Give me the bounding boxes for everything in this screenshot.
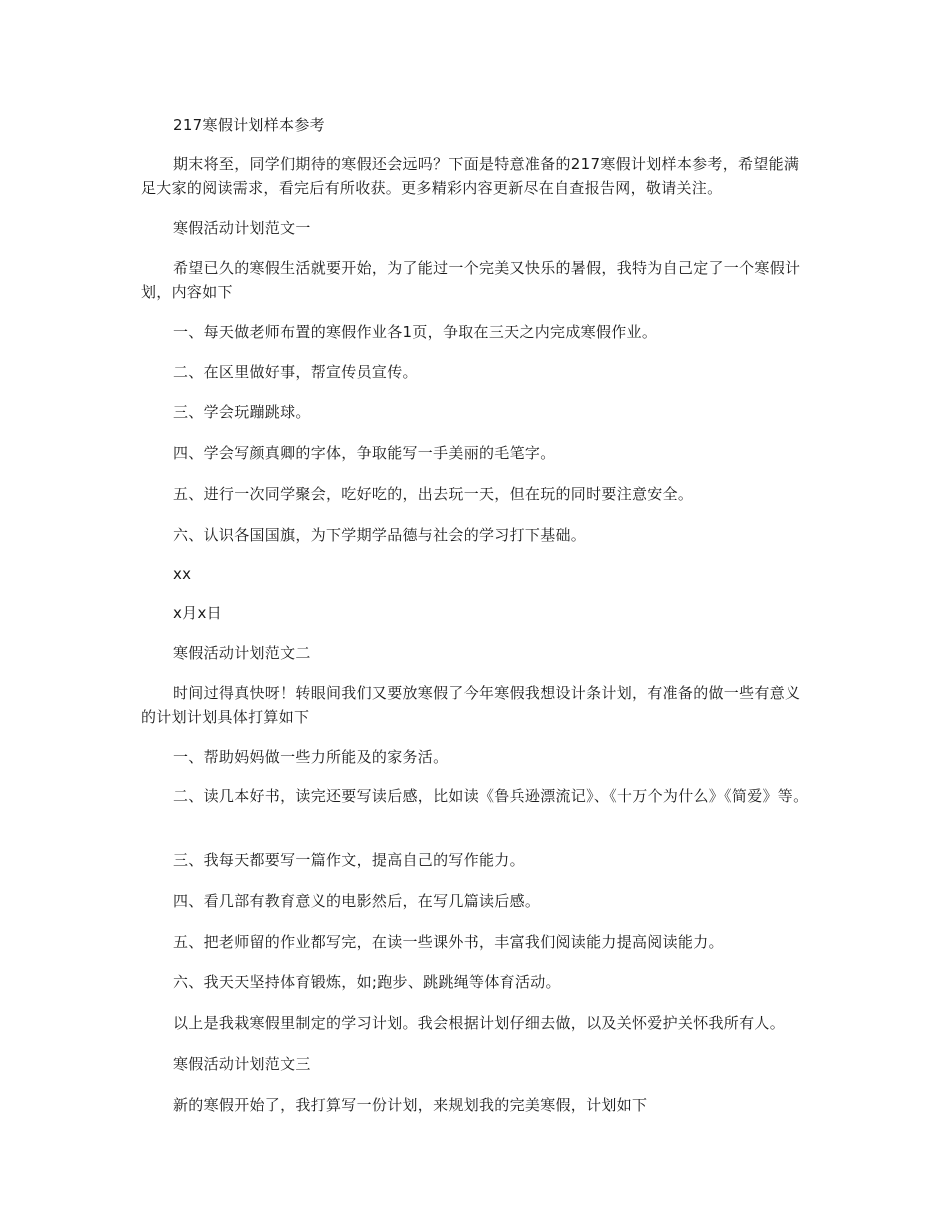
section-2-item: 四、看几部有教育意义的电影然后，在写几篇读后感。: [173, 892, 541, 910]
section-2-heading: 寒假活动计划范文二: [173, 644, 311, 662]
intro-paragraph: 期末将至，同学们期待的寒假还会远吗？下面是特意准备的217寒假计划样本参考，希望能满足大家的阅读需求，看完后有所收获。更多精彩内容更新尽在自查报告网，敬请关注。: [141, 155, 800, 197]
section-2-item: 六、我天天坚持体育锻炼，如;跑步、跳跳绳等体育活动。: [173, 973, 561, 991]
document-title: 217寒假计划样本参考: [173, 116, 325, 134]
section-2-item: 三、我每天都要写一篇作文，提高自己的写作能力。: [173, 851, 525, 869]
section-2-paragraph: 时间过得真快呀！转眼间我们又要放寒假了今年寒假我想设计条计划，有准备的做一些有意义的计划计划具体打算如下: [141, 684, 801, 726]
section-3-paragraph: 新的寒假开始了，我打算写一份计划，来规划我的完美寒假，计划如下: [173, 1096, 648, 1114]
date: x月x日: [173, 604, 222, 622]
section-2-item: 二、读几本好书，读完还要写读后感，比如读《鲁兵逊漂流记》、《十万个为什么》《简爱》等。: [173, 787, 809, 805]
section-1-item: 一、每天做老师布置的寒假作业各1页，争取在三天之内完成寒假作业。: [173, 323, 658, 341]
section-1-item: 四、学会写颜真卿的字体，争取能写一手美丽的毛笔字。: [173, 444, 556, 462]
section-1-paragraph: 希望已久的寒假生活就要开始，为了能过一个完美又快乐的暑假，我特为自己定了一个寒假计划，内容如下: [141, 259, 801, 301]
section-2-item: 一、帮助妈妈做一些力所能及的家务活。: [173, 748, 449, 766]
section-1-heading: 寒假活动计划范文一: [173, 219, 311, 237]
section-3-heading: 寒假活动计划范文三: [173, 1055, 311, 1073]
section-2-item: 五、把老师留的作业都写完，在读一些课外书，丰富我们阅读能力提高阅读能力。: [173, 933, 724, 951]
section-1-item: 二、在区里做好事，帮宣传员宣传。: [173, 363, 418, 381]
section-2-closing: 以上是我栽寒假里制定的学习计划。我会根据计划仔细去做，以及关怀爱护关怀我所有人。: [173, 1014, 786, 1032]
section-1-item: 三、学会玩蹦跳球。: [173, 403, 311, 421]
signature: xx: [173, 565, 192, 583]
section-1-item: 六、认识各国国旗，为下学期学品德与社会的学习打下基础。: [173, 526, 587, 544]
section-1-item: 五、进行一次同学聚会，吃好吃的，出去玩一天，但在玩的同时要注意安全。: [173, 485, 694, 503]
